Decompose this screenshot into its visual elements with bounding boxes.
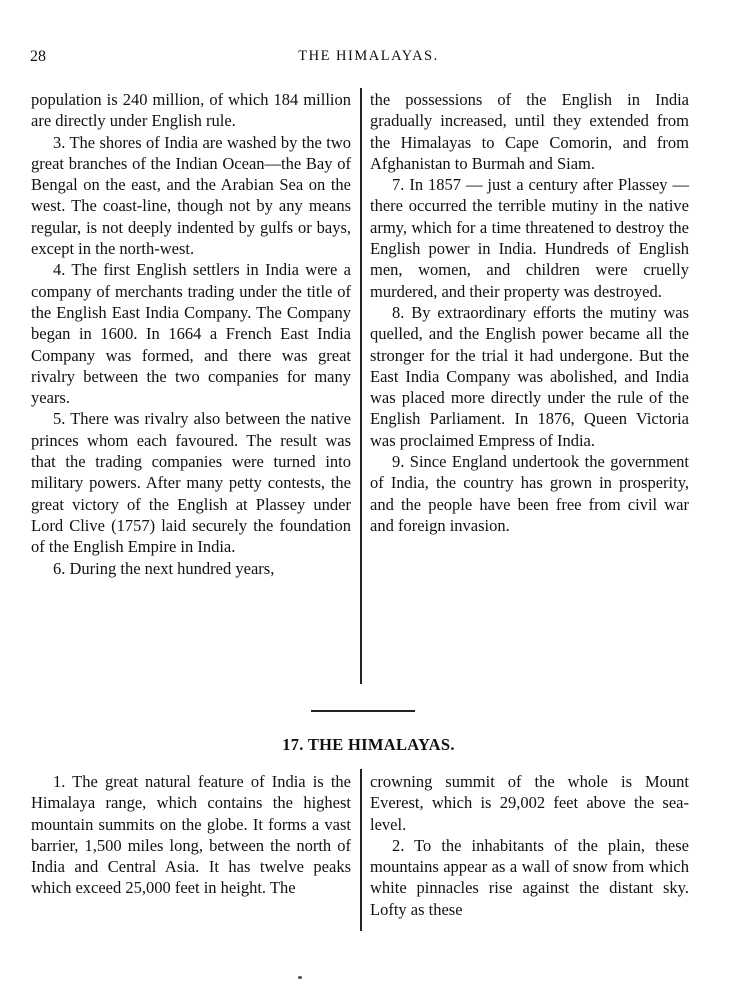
- paragraph: 6. During the next hundred years,: [53, 558, 275, 578]
- column-divider: [360, 88, 362, 684]
- paragraph: 1. The great natural feature of India is the Himalaya range, which contains the highest mountain summits on the globe. It forms a vast barrier, 1,500 miles long, between the north of India and Central Asia. It has twelve peaks which exceed 25,000 feet in height. The: [31, 772, 351, 898]
- right-column: [370, 89, 689, 536]
- running-title: THE HIMALAYAS.: [298, 48, 439, 64]
- print-speck: [298, 976, 302, 979]
- paragraph: 8. By extraordinary efforts the mutiny was quelled, and the English power became all the stronger for the trial it had undergone. But the East India Company was abolished, and India was placed more directly under the rule of the English Parliament. In 1876, Queen Victoria was proclaimed Empress of India.: [370, 302, 689, 450]
- section-left-column: [31, 771, 351, 899]
- paragraph: crowning summit of the whole is Mount Everest, which is 29,002 feet above the sea-level.: [370, 772, 689, 834]
- page-number: 28: [30, 48, 46, 65]
- section-right-column: [370, 771, 689, 920]
- paragraph: 3. The shores of India are washed by the two great branches of the Indian Ocean—the Bay of Bengal on the east, and the Arabian Sea on the west. The coast-line, though not by any means regular, is not deeply indented by gulfs or bays, except in the north-west.: [31, 132, 351, 259]
- paragraph: 2. To the inhabitants of the plain, these mountains appear as a wall of snow from which white pinnacles rise against the distant sky. Lofty as these: [370, 835, 689, 919]
- paragraph: 5. There was rivalry also between the native princes whom each favoured. The result was that the trading companies were turned into military powers. After many petty contests, the great victory of the English at Plassey under Lord Clive (1757) laid securely the foundation of the English Empire in India.: [31, 409, 351, 557]
- section-column-divider: [360, 769, 362, 931]
- section-separator-rule: [311, 710, 415, 712]
- paragraph: the possessions of the English in India gradually increased, until they extended from the Himalayas to Cape Comorin, and from Afghanistan to Burmah and Siam.: [370, 90, 689, 173]
- section-title: 17. THE HIMALAYAS.: [282, 735, 455, 754]
- paragraph: 9. Since England undertook the government of India, the country has grown in prosperity, and the people have been free from civil war and foreign invasion.: [370, 452, 689, 535]
- paragraph: 7. In 1857 — just a century after Plassey — there occurred the terrible mutiny in the native army, which for a time threatened to destroy the English power in India. Hundreds of English men, women, and children were cruelly murdered, and their property was destroyed.: [370, 175, 689, 301]
- paragraph: population is 240 million, of which 184 million are directly under English rule.: [31, 90, 351, 131]
- paragraph: 4. The first English settlers in India were a company of merchants trading under the title of the English East India Company. The Company began in 1600. In 1664 a French East India Company was formed, and there was great rivalry between the two companies for many years.: [31, 260, 351, 408]
- left-column: [31, 89, 351, 579]
